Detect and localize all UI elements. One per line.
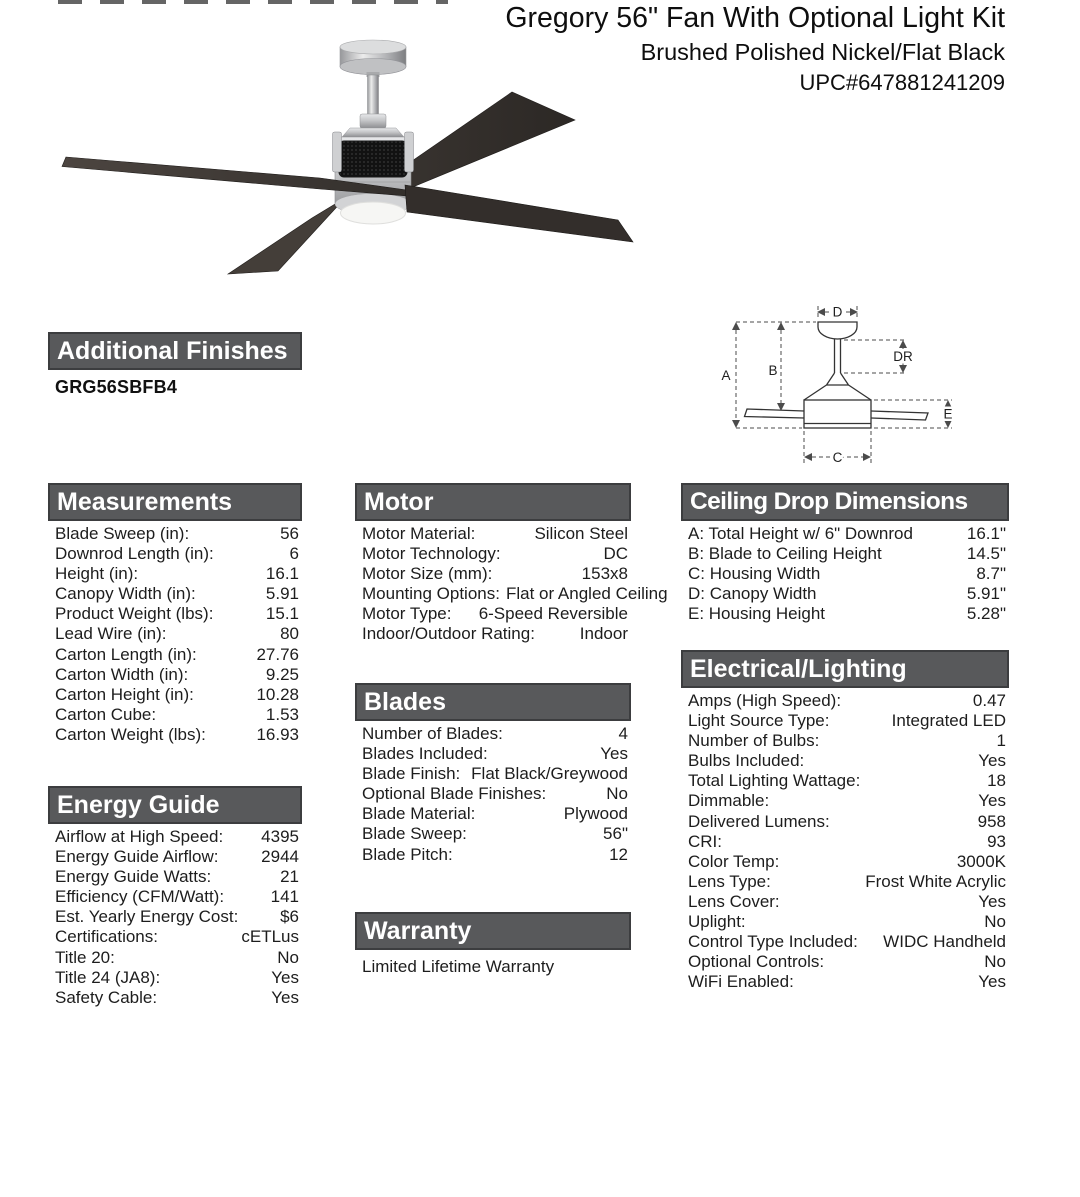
- spec-value: 16.1": [966, 524, 1006, 543]
- motor-rows: [355, 524, 668, 645]
- spec-value: 93: [987, 831, 1006, 851]
- spec-value: Indoor: [579, 624, 628, 644]
- section-header-measurements: Measurements: [48, 483, 302, 521]
- spec-value: No: [277, 947, 299, 967]
- spec-row: [355, 845, 631, 865]
- spec-label: Blade Material:: [362, 804, 476, 824]
- spec-value: No: [984, 952, 1006, 972]
- spec-label: Bulbs Included:: [688, 751, 805, 771]
- spec-row: [355, 604, 631, 624]
- spec-row: [48, 584, 302, 604]
- spec-label: Blade Finish:: [362, 764, 461, 784]
- section-header-ceiling-drop: Ceiling Drop Dimensions: [681, 483, 1009, 521]
- spec-value: 15.1: [265, 604, 299, 624]
- section-warranty: [355, 912, 631, 977]
- spec-label: Blade Pitch:: [362, 844, 453, 864]
- spec-label: Blade Sweep:: [362, 824, 467, 844]
- spec-row: [681, 812, 1009, 832]
- spec-row: [681, 584, 1009, 604]
- blades-rows: [355, 724, 631, 865]
- spec-label: Optional Blade Finishes:: [362, 784, 547, 804]
- spec-row: [48, 887, 302, 907]
- spec-label: Light Source Type:: [688, 711, 830, 731]
- spec-label: Downrod Length (in):: [55, 544, 214, 564]
- spec-label: WiFi Enabled:: [688, 972, 794, 992]
- spec-value: 12: [609, 844, 628, 864]
- spec-value: Plywood: [563, 804, 628, 824]
- spec-label: Motor Technology:: [362, 544, 501, 564]
- spec-value: 16.1: [265, 564, 299, 584]
- spec-value: DC: [603, 544, 628, 564]
- spec-value: $6: [280, 907, 299, 927]
- spec-row: [681, 564, 1009, 584]
- dim-label-c: C: [832, 450, 843, 465]
- section-electrical: [681, 650, 1009, 992]
- spec-row: [681, 751, 1009, 771]
- spec-label: E: Housing Height: [688, 604, 826, 624]
- electrical-rows: [681, 691, 1009, 992]
- spec-value: 5.91: [265, 584, 299, 604]
- spec-label: Lens Cover:: [688, 891, 780, 911]
- section-header-energy-guide: Energy Guide: [48, 786, 302, 824]
- measurements-rows: [48, 524, 302, 745]
- spec-value: 9.25: [265, 664, 299, 684]
- section-additional-finishes: [48, 332, 302, 398]
- spec-label: Carton Length (in):: [55, 644, 197, 664]
- spec-row: [355, 764, 631, 784]
- spec-label: Lead Wire (in):: [55, 624, 167, 644]
- spec-row: [355, 804, 631, 824]
- spec-row: [681, 852, 1009, 872]
- spec-label: Energy Guide Airflow:: [55, 847, 219, 867]
- spec-label: Number of Bulbs:: [688, 731, 820, 751]
- spec-value: 0.47: [972, 691, 1006, 710]
- product-upc: UPC#647881241209: [799, 70, 1005, 95]
- spec-label: Delivered Lumens:: [688, 811, 830, 831]
- spec-value: No: [606, 784, 628, 804]
- spec-label: Motor Type:: [362, 604, 452, 624]
- spec-value: 18: [987, 771, 1006, 791]
- spec-value: Silicon Steel: [534, 524, 628, 543]
- spec-row: [681, 972, 1009, 992]
- spec-row: [48, 665, 302, 685]
- spec-value: Yes: [978, 791, 1006, 811]
- section-header-electrical: Electrical/Lighting: [681, 650, 1009, 688]
- spec-row: [681, 952, 1009, 972]
- spec-value: Yes: [271, 967, 299, 987]
- spec-row: [48, 564, 302, 584]
- spec-value: 14.5": [966, 544, 1006, 564]
- spec-value: Integrated LED: [891, 711, 1006, 731]
- spec-label: A: Total Height w/ 6" Downrod: [688, 524, 913, 543]
- spec-label: Carton Cube:: [55, 704, 157, 724]
- dimension-diagram: [700, 285, 1000, 475]
- spec-value: 141: [270, 887, 299, 907]
- spec-label: Carton Width (in):: [55, 664, 189, 684]
- spec-row: [355, 744, 631, 764]
- spec-value: Yes: [978, 972, 1006, 992]
- spec-row: [681, 832, 1009, 852]
- spec-value: 8.7": [976, 564, 1006, 584]
- spec-label: Uplight:: [688, 912, 746, 932]
- spec-row: [681, 691, 1009, 711]
- spec-value: 4395: [261, 827, 299, 846]
- section-header-additional-finishes: Additional Finishes: [48, 332, 302, 370]
- spec-label: Total Lighting Wattage:: [688, 771, 861, 791]
- spec-value: Yes: [978, 891, 1006, 911]
- spec-value: 153x8: [581, 564, 628, 584]
- spec-value: 4: [618, 724, 628, 743]
- spec-row: [355, 564, 631, 584]
- spec-row: [681, 604, 1009, 624]
- spec-value: 3000K: [956, 851, 1006, 871]
- spec-row: [681, 711, 1009, 731]
- section-motor: [355, 483, 668, 645]
- spec-row: [355, 724, 631, 744]
- spec-label: Blade Sweep (in):: [55, 524, 190, 543]
- fan-blade-lower-right: [405, 185, 633, 242]
- product-title: Gregory 56" Fan With Optional Light Kit: [505, 2, 1005, 34]
- spec-label: Color Temp:: [688, 851, 780, 871]
- spec-value: Yes: [271, 987, 299, 1007]
- spec-label: Carton Weight (lbs):: [55, 724, 206, 744]
- spec-row: [48, 725, 302, 745]
- spec-value: 27.76: [256, 644, 299, 664]
- spec-label: Certifications:: [55, 927, 158, 947]
- spec-row: [355, 624, 631, 644]
- spec-value: 6-Speed Reversible: [478, 604, 628, 624]
- section-header-motor: Motor: [355, 483, 631, 521]
- spec-label: CRI:: [688, 831, 722, 851]
- spec-row: [355, 584, 668, 604]
- spec-row: [48, 705, 302, 725]
- section-header-warranty: Warranty: [355, 912, 631, 950]
- spec-value: cETLus: [241, 927, 299, 947]
- spec-row: [48, 645, 302, 665]
- spec-label: Carton Height (in):: [55, 684, 194, 704]
- spec-label: Optional Controls:: [688, 952, 825, 972]
- spec-row: [681, 932, 1009, 952]
- spec-row: [48, 948, 302, 968]
- fan-blade-lower-left: [228, 198, 345, 274]
- spec-value: WIDC Handheld: [883, 932, 1006, 952]
- spec-value: 5.91": [966, 584, 1006, 604]
- spec-value: Yes: [600, 744, 628, 764]
- spec-row: [48, 685, 302, 705]
- dim-label-d: D: [832, 304, 843, 320]
- warranty-text: Limited Lifetime Warranty: [362, 957, 555, 976]
- spec-row: [48, 827, 302, 847]
- spec-row: [355, 784, 631, 804]
- cropped-logo-fragment: [58, 0, 448, 4]
- spec-value: 16.93: [256, 724, 299, 744]
- spec-row: [48, 847, 302, 867]
- spec-row: [48, 604, 302, 624]
- spec-value: 56: [280, 524, 299, 543]
- fan-product-photo: [30, 20, 660, 310]
- spec-value: Flat or Angled Ceiling: [505, 584, 668, 604]
- spec-label: Canopy Width (in):: [55, 584, 196, 604]
- spec-label: Lens Type:: [688, 871, 771, 891]
- spec-label: Indoor/Outdoor Rating:: [362, 624, 535, 644]
- spec-row: [48, 968, 302, 988]
- dim-label-e: E: [943, 406, 953, 422]
- spec-label: D: Canopy Width: [688, 584, 817, 604]
- spec-value: 56": [603, 824, 628, 844]
- spec-row: [681, 731, 1009, 751]
- spec-row: [48, 867, 302, 887]
- spec-label: Control Type Included:: [688, 932, 858, 952]
- spec-label: C: Housing Width: [688, 564, 821, 584]
- energy-guide-rows: [48, 827, 302, 1008]
- spec-value: 6: [289, 544, 299, 564]
- spec-value: Yes: [978, 751, 1006, 771]
- spec-label: Title 20:: [55, 947, 115, 967]
- spec-label: Dimmable:: [688, 791, 770, 811]
- spec-value: 80: [280, 624, 299, 644]
- spec-label: Number of Blades:: [362, 724, 503, 743]
- ceiling-drop-rows: [681, 524, 1009, 624]
- spec-label: Title 24 (JA8):: [55, 967, 161, 987]
- spec-label: B: Blade to Ceiling Height: [688, 544, 882, 564]
- spec-value: 2944: [261, 847, 299, 867]
- spec-value: Flat Black/Greywood: [471, 764, 628, 784]
- spec-label: Motor Size (mm):: [362, 564, 493, 584]
- spec-label: Airflow at High Speed:: [55, 827, 224, 846]
- spec-value: 21: [280, 867, 299, 887]
- spec-row: [48, 907, 302, 927]
- spec-label: Product Weight (lbs):: [55, 604, 214, 624]
- spec-label: Motor Material:: [362, 524, 476, 543]
- spec-row: [48, 624, 302, 644]
- spec-row: [681, 544, 1009, 564]
- spec-row: [355, 544, 631, 564]
- spec-label: Blades Included:: [362, 744, 488, 764]
- spec-label: Efficiency (CFM/Watt):: [55, 887, 225, 907]
- spec-label: Safety Cable:: [55, 987, 158, 1007]
- spec-value: 1.53: [265, 704, 299, 724]
- spec-row: [681, 892, 1009, 912]
- section-energy-guide: [48, 786, 302, 1008]
- dim-label-b: B: [768, 363, 778, 378]
- spec-row: [681, 524, 1009, 544]
- fan-motor-assembly: [333, 40, 414, 224]
- spec-row: [681, 791, 1009, 811]
- dim-label-a: A: [721, 368, 731, 383]
- spec-label: Amps (High Speed):: [688, 691, 842, 710]
- spec-value: No: [984, 912, 1006, 932]
- section-header-blades: Blades: [355, 683, 631, 721]
- spec-row: [48, 524, 302, 544]
- spec-row: [681, 771, 1009, 791]
- spec-row: [681, 872, 1009, 892]
- fan-light-lens: [341, 202, 406, 224]
- product-finish-name: Brushed Polished Nickel/Flat Black: [640, 39, 1005, 65]
- spec-value: 5.28": [966, 604, 1006, 624]
- spec-row: [681, 912, 1009, 932]
- section-ceiling-drop: [681, 483, 1009, 624]
- spec-label: Energy Guide Watts:: [55, 867, 212, 887]
- spec-value: 958: [977, 811, 1006, 831]
- section-blades: [355, 683, 631, 865]
- spec-label: Height (in):: [55, 564, 139, 584]
- spec-value: 10.28: [256, 684, 299, 704]
- finish-model-number: GRG56SBFB4: [55, 377, 178, 397]
- spec-row: [48, 927, 302, 947]
- spec-row: [48, 988, 302, 1008]
- spec-value: Frost White Acrylic: [865, 871, 1006, 891]
- fan-mesh-band: [339, 141, 407, 177]
- spec-row: [48, 544, 302, 564]
- spec-row: [355, 524, 631, 544]
- spec-label: Mounting Options:: [362, 584, 500, 604]
- spec-label: Est. Yearly Energy Cost:: [55, 907, 239, 927]
- dim-label-dr: DR: [893, 349, 913, 364]
- section-measurements: [48, 483, 302, 745]
- spec-value: 1: [996, 731, 1006, 751]
- spec-row: [355, 824, 631, 844]
